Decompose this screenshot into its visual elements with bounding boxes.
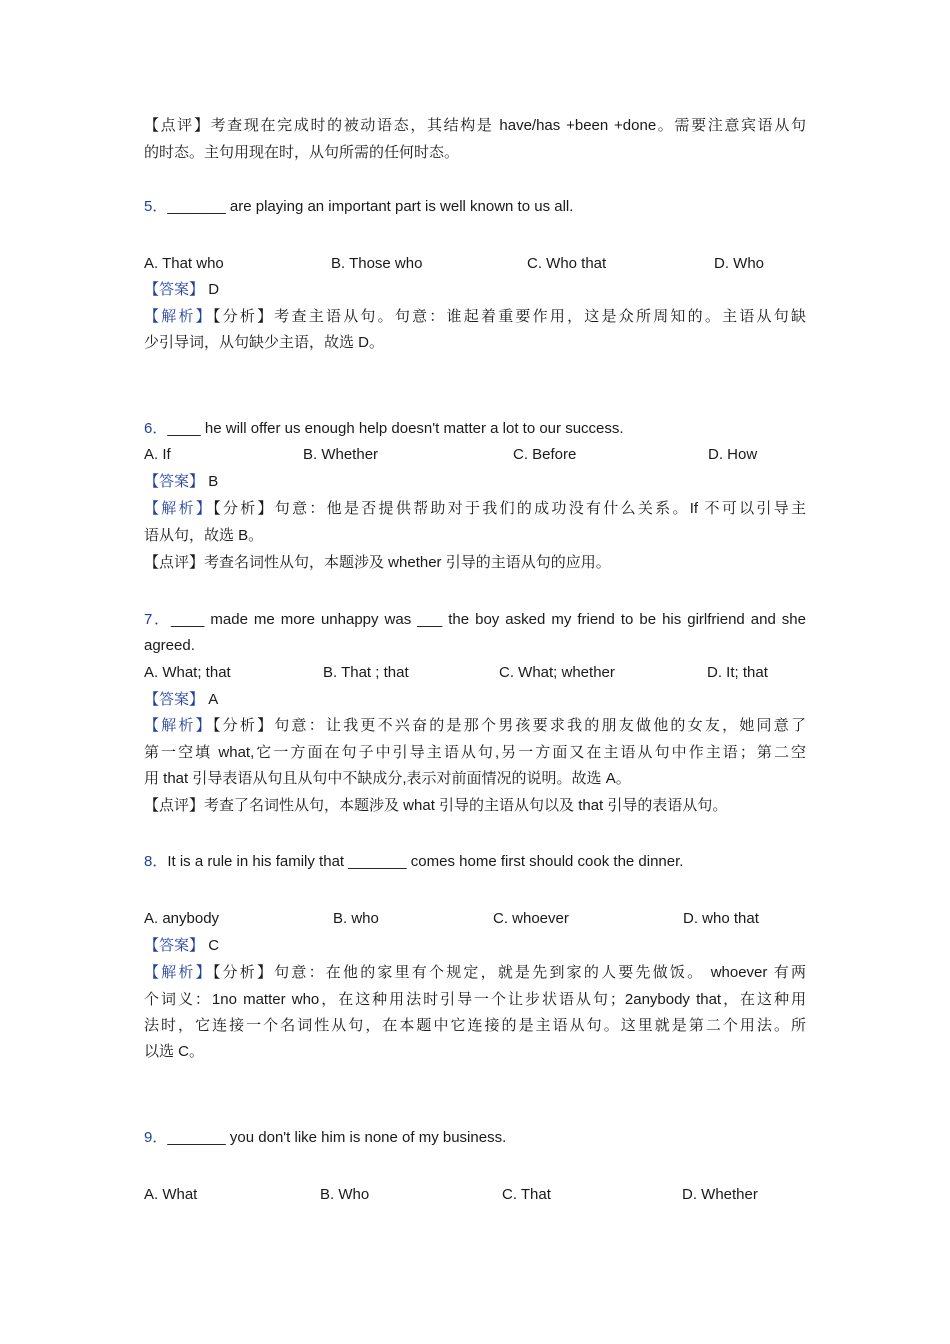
q5-analysis-line1 — [144, 304, 806, 330]
q7-comment — [144, 793, 806, 819]
answer-tag: 【答案】 — [144, 281, 205, 298]
comment-text: 考查名词性从句，本题涉及 whether 引导的主语从句的应用。 — [204, 554, 611, 571]
q4-comment-line1 — [144, 113, 806, 139]
q7-analysis-line2: 第一空填 what,它一方面在句子中引导主语从句,另一方面又在主语从句中作主语；第二空 — [144, 744, 806, 761]
q8-analysis-line3: 法时，它连接一个名词性从句，在本题中它连接的是主语从句。这里就是第二个用法。所 — [144, 1017, 806, 1034]
q5-stem — [144, 194, 806, 220]
comment-tag: 【点评】 — [144, 797, 205, 814]
comment-text: 考查了名词性从句，本题涉及 what 引导的主语从句以及 that 引导的表语从句。 — [204, 797, 728, 814]
q7-stem-line1 — [144, 607, 806, 633]
option-a: A. What — [144, 1186, 198, 1203]
answer-value: C — [208, 937, 220, 954]
answer-tag: 【答案】 — [144, 473, 205, 490]
option-d: D. It; that — [707, 664, 768, 681]
q8-answer — [144, 933, 806, 959]
q8-stem — [144, 849, 806, 875]
question-text: _______ are playing an important part is well known to us all. — [167, 198, 574, 215]
q7-analysis-line1 — [144, 713, 806, 739]
q6-answer — [144, 469, 806, 495]
q6-comment — [144, 550, 806, 576]
analysis-tag: 【解析】 — [144, 500, 214, 517]
answer-tag: 【答案】 — [144, 937, 205, 954]
q6-analysis-line2: 语从句，故选 B。 — [144, 527, 264, 544]
comment-tag: 【点评】 — [144, 554, 205, 571]
q6-stem — [144, 416, 806, 442]
comment-text: 考查现在完成时的被动语态，其结构是 have/has +been +done。需要注意宾语从句 — [210, 117, 806, 134]
analysis-tag: 【解析】 — [144, 964, 213, 981]
analysis-text: 【分析】考查主语从句。句意：谁起着重要作用，这是众所周知的。主语从句缺 — [212, 308, 806, 325]
question-text: ____ made me more unhappy was ___ the boy asked my friend to be his girlfriend and she — [171, 611, 806, 628]
option-d: D. Whether — [682, 1186, 758, 1203]
option-c: C. Before — [513, 446, 577, 463]
answer-value: A — [208, 691, 219, 708]
option-a: A. If — [144, 446, 171, 463]
answer-tag: 【答案】 — [144, 691, 205, 708]
question-number: 7． — [144, 611, 172, 628]
analysis-text: 【分析】句意：让我更不兴奋的是那个男孩要求我的朋友做他的女友，她同意了 — [212, 717, 806, 734]
question-number: 9． — [144, 1129, 168, 1146]
option-a: A. That who — [144, 255, 224, 272]
option-d: D. How — [708, 446, 758, 463]
option-c: C. That — [502, 1186, 551, 1203]
q8-analysis-line2: 个词义：1no matter who，在这种用法时引导一个让步状语从句；2anybody that，在这种用 — [144, 991, 806, 1008]
analysis-text: 【分析】句意：在他的家里有个规定，就是先到家的人要先做饭。 whoever 有两 — [212, 964, 806, 981]
question-text: _______ you don't like him is none of my business. — [167, 1129, 507, 1146]
question-number: 8． — [144, 853, 168, 870]
option-b: B. who — [333, 910, 379, 927]
option-b: B. Those who — [331, 255, 423, 272]
option-c: C. whoever — [493, 910, 569, 927]
option-a: A. What; that — [144, 664, 231, 681]
option-d: D. Who — [714, 255, 765, 272]
q7-answer — [144, 687, 806, 713]
option-b: B. Whether — [303, 446, 379, 463]
option-a: A. anybody — [144, 910, 220, 927]
question-number: 6． — [144, 420, 168, 437]
analysis-text: 【分析】句意：他是否提供帮助对于我们的成功没有什么关系。If 不可以引导主 — [213, 500, 806, 517]
q8-analysis-line1 — [144, 960, 806, 986]
comment-tag: 【点评】 — [144, 117, 211, 134]
q7-analysis-line3: 用 that 引导表语从句且从句中不缺成分,表示对前面情况的说明。故选 A。 — [144, 770, 631, 787]
option-b: B. Who — [320, 1186, 370, 1203]
q5-answer — [144, 277, 806, 303]
analysis-tag: 【解析】 — [144, 717, 213, 734]
option-d: D. who that — [683, 910, 759, 927]
analysis-tag: 【解析】 — [144, 308, 213, 325]
q4-comment-line2: 的时态。主句用现在时，从句所需的任何时态。 — [144, 144, 460, 161]
option-b: B. That ; that — [323, 664, 409, 681]
question-text: It is a rule in his family that _______ comes home first should cook the dinner. — [167, 853, 684, 870]
question-number: 5． — [144, 198, 168, 215]
q9-stem — [144, 1125, 806, 1151]
q5-analysis-line2: 少引导词，从句缺少主语，故选 D。 — [144, 334, 385, 351]
option-c: C. What; whether — [499, 664, 615, 681]
answer-value: D — [208, 281, 220, 298]
q7-stem-line2: agreed. — [144, 637, 195, 654]
option-c: C. Who that — [527, 255, 607, 272]
question-text: ____ he will offer us enough help doesn't matter a lot to our success. — [167, 420, 624, 437]
q6-analysis-line1 — [144, 496, 806, 522]
answer-value: B — [208, 473, 219, 490]
q8-analysis-line4: 以选 C。 — [144, 1043, 205, 1060]
